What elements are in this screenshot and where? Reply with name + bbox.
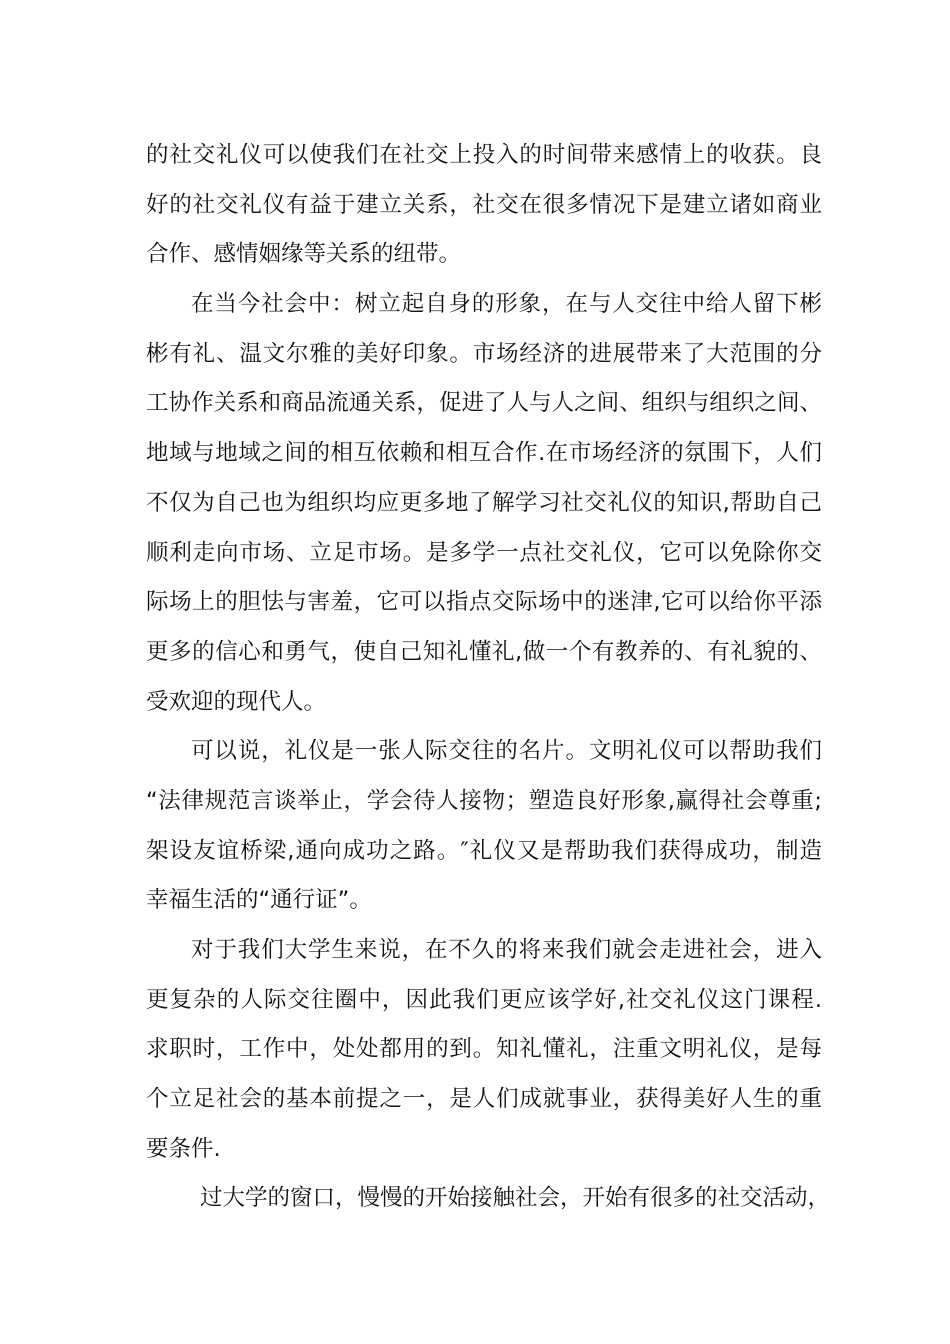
paragraph-2-line-7: 际场上的胆怯与害羞，它可以指点交际场中的迷津,它可以给你平添 (146, 589, 822, 616)
paragraph-4-line-3: 求职时，工作中，处处都用的到。知礼懂礼，注重文明礼仪，是每 (146, 1036, 822, 1063)
paragraph-5-line-1: 过大学的窗口，慢慢的开始接触社会，开始有很多的社交活动， (200, 1185, 831, 1212)
paragraph-3-line-2: “法律规范言谈举止，学会待人接物；塑造良好形象,赢得社会尊重; (146, 787, 822, 814)
paragraph-2-line-4: 地域与地域之间的相互依赖和相互合作.在市场经济的氛围下，人们 (146, 440, 822, 467)
paragraph-2-line-3: 工协作关系和商品流通关系，促进了人与人之间、组织与组织之间、 (146, 390, 822, 417)
paragraph-2-line-6: 顺利走向市场、立足市场。是多学一点社交礼仪，它可以免除你交 (146, 539, 822, 566)
paragraph-4-line-2: 更复杂的人际交往圈中，因此我们更应该学好,社交礼仪这门课程. (146, 986, 822, 1013)
paragraph-4-line-5: 要条件. (146, 1135, 221, 1162)
paragraph-4-line-1: 对于我们大学生来说，在不久的将来我们就会走进社会，进入 (191, 937, 822, 963)
paragraph-2-line-2: 彬有礼、温文尔雅的美好印象。市场经济的进展带来了大范围的分 (146, 340, 822, 367)
paragraph-2-line-9: 受欢迎的现代人。 (146, 688, 327, 715)
paragraph-4-line-4: 个立足社会的基本前提之一，是人们成就事业，获得美好人生的重 (146, 1086, 822, 1113)
paragraph-1-line-3: 合作、感情姻缘等关系的纽带。 (146, 241, 462, 268)
paragraph-2-line-5: 不仅为自己也为组织均应更多地了解学习社交礼仪的知识,帮助自己 (146, 489, 822, 516)
paragraph-1-line-2: 好的社交礼仪有益于建立关系，社交在很多情况下是建立诸如商业 (146, 191, 822, 218)
paragraph-1-line-1: 的社交礼仪可以使我们在社交上投入的时间带来感情上的收获。良 (146, 142, 822, 168)
body-text (146, 131, 831, 1224)
paragraph-2-line-1: 在当今社会中：树立起自身的形象，在与人交往中给人留下彬 (191, 291, 822, 318)
paragraph-3-line-4: 幸福生活的“通行证”。 (146, 887, 372, 914)
paragraph-3-line-1: 可以说，礼仪是一张人际交往的名片。文明礼仪可以帮助我们 (191, 738, 822, 765)
paragraph-3-line-3: 架设友谊桥梁,通向成功之路。″礼仪又是帮助我们获得成功，制造 (146, 837, 822, 864)
paragraph-2-line-8: 更多的信心和勇气，使自己知礼懂礼,做一个有教养的、有礼貌的、 (146, 638, 822, 665)
